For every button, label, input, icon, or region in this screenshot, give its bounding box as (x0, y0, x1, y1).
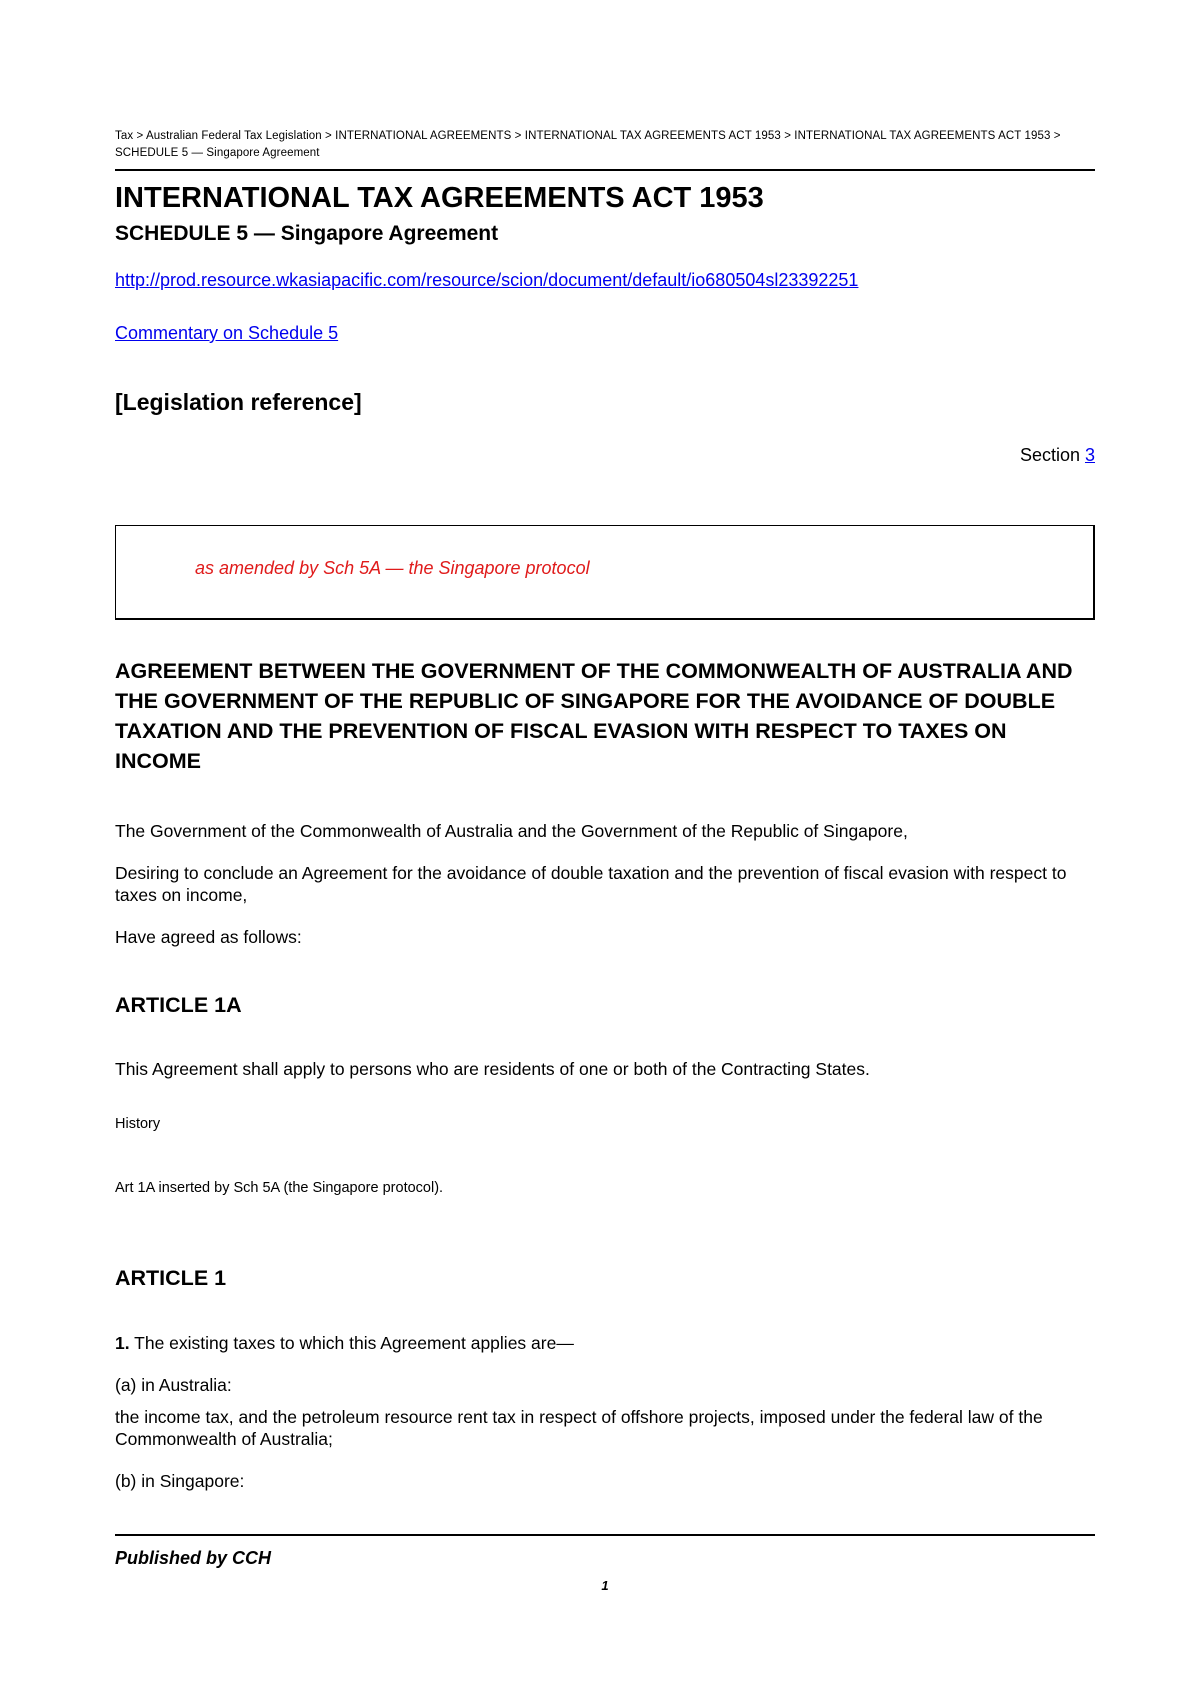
preamble-paragraph-2: Desiring to conclude an Agreement for the avoidance of double taxation and the prevention of fiscal evasion with respect to taxes on income, (115, 863, 1067, 905)
article-1-item-b: (b) in Singapore: (115, 1471, 245, 1491)
page-number: 1 (601, 1578, 609, 1593)
article-1a-text: This Agreement shall apply to persons who are residents of one or both of the Contracting States. (115, 1059, 870, 1079)
article-1a-heading: ARTICLE 1A (115, 993, 242, 1017)
document-title: INTERNATIONAL TAX AGREEMENTS ACT 1953 (115, 182, 764, 214)
preamble-paragraph-3: Have agreed as follows: (115, 927, 302, 947)
article-1-paragraph-1-text: The existing taxes to which this Agreement applies are— (129, 1333, 574, 1353)
section-reference (1020, 445, 1095, 466)
article-1-paragraph-1-number: 1. (115, 1333, 130, 1353)
article-1-heading: ARTICLE 1 (115, 1266, 227, 1290)
breadcrumb: Tax > Australian Federal Tax Legislation > INTERNATIONAL AGREEMENTS > INTERNATIONAL TAX AGREEMENTS ACT 1953 > INTERNATIONAL TAX AGREEMENTS ACT 1953 > SCHEDULE 5 — Singapore Agreement (115, 130, 1061, 159)
header-rule (115, 169, 1095, 171)
article-1a-history-note: Art 1A inserted by Sch 5A (the Singapore protocol). (115, 1180, 444, 1196)
footer-publisher: Published by CCH (115, 1548, 272, 1568)
footer-rule (115, 1534, 1095, 1536)
amendment-note: as amended by Sch 5A — the Singapore protocol (195, 558, 590, 578)
article-1-item-a-text: the income tax, and the petroleum resource rent tax in respect of offshore projects, imposed under the federal law of the Commonwealth of Australia; (115, 1407, 1043, 1449)
preamble-paragraph-1: The Government of the Commonwealth of Australia and the Government of the Republic of Singapore, (115, 821, 908, 841)
section-number-link[interactable]: 3 (1084, 445, 1095, 465)
legislation-reference-heading: [Legislation reference] (115, 389, 362, 415)
article-1-item-a: (a) in Australia: (115, 1375, 232, 1395)
agreement-title: AGREEMENT BETWEEN THE GOVERNMENT OF THE COMMONWEALTH OF AUSTRALIA AND THE GOVERNMENT OF THE REPUBLIC OF SINGAPORE FOR THE AVOIDANCE OF DOUBLE TAXATION AND THE PREVENTION OF FISCAL EVASION WITH RESPECT TO TAXES ON INCOME (115, 659, 1073, 773)
document-subtitle: SCHEDULE 5 — Singapore Agreement (115, 222, 499, 245)
article-1-paragraph-1 (115, 1332, 1095, 1354)
section-label: Section (1019, 445, 1085, 465)
article-1a-history-label: History (115, 1116, 161, 1132)
commentary-link[interactable]: Commentary on Schedule 5 (115, 323, 339, 343)
resource-url-link[interactable]: http://prod.resource.wkasiapacific.com/resource/scion/document/default/io680504sl23392251 (115, 270, 859, 290)
